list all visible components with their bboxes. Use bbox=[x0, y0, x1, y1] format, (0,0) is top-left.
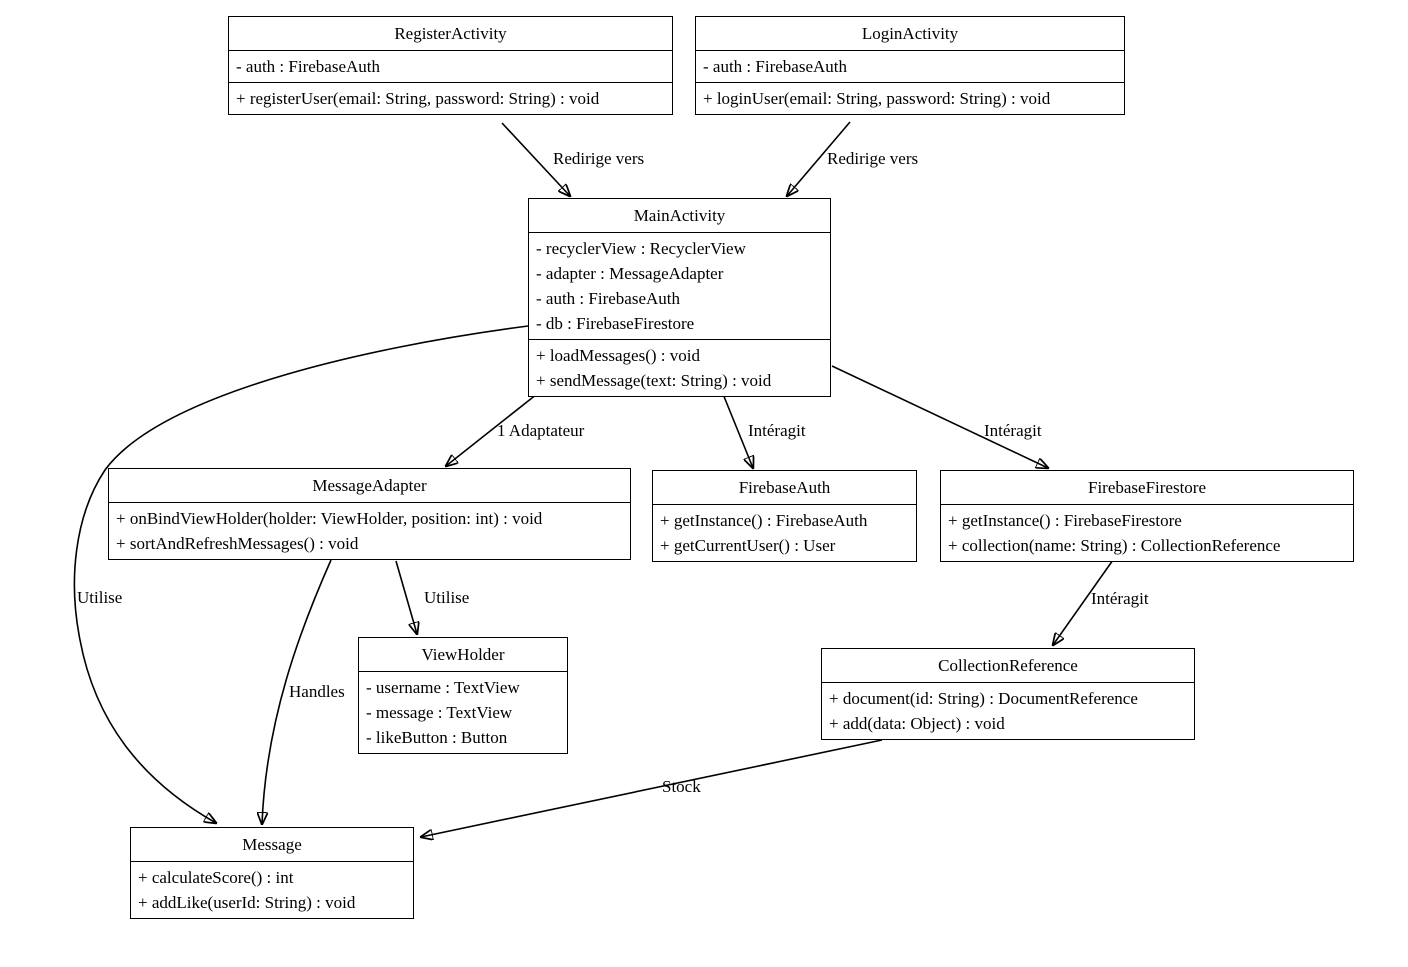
method-row: + document(id: String) : DocumentReference bbox=[829, 689, 1138, 708]
method-row: + addLike(userId: String) : void bbox=[138, 893, 356, 912]
method-row: + registerUser(email: String, password: String) : void bbox=[236, 89, 600, 108]
method-row: + calculateScore() : int bbox=[138, 868, 294, 887]
attribute-row: - auth : FirebaseAuth bbox=[536, 289, 680, 308]
class-title: Message bbox=[242, 835, 302, 854]
method-row: + loginUser(email: String, password: String) : void bbox=[703, 89, 1051, 108]
attributes-compartment bbox=[529, 232, 830, 339]
attribute-row: - auth : FirebaseAuth bbox=[236, 57, 380, 76]
method-row: + getCurrentUser() : User bbox=[660, 536, 836, 555]
methods-compartment bbox=[653, 504, 916, 561]
methods-compartment bbox=[229, 82, 672, 114]
class-loginactivity bbox=[695, 16, 1125, 115]
class-firebasefirestore bbox=[940, 470, 1354, 562]
edge-label-interagit-collection: Intéragit bbox=[1091, 589, 1149, 608]
class-title: LoginActivity bbox=[861, 24, 959, 43]
edge-label-adaptateur: 1 Adaptateur bbox=[497, 421, 585, 440]
methods-compartment bbox=[529, 339, 830, 396]
class-title: MainActivity bbox=[633, 206, 726, 225]
method-row: + loadMessages() : void bbox=[536, 346, 700, 365]
class-mainactivity bbox=[528, 198, 831, 397]
methods-compartment bbox=[109, 502, 630, 559]
attribute-row: - adapter : MessageAdapter bbox=[536, 264, 724, 283]
class-title: FirebaseFirestore bbox=[1087, 478, 1207, 497]
attribute-row: - recyclerView : RecyclerView bbox=[536, 239, 746, 258]
methods-compartment bbox=[696, 82, 1124, 114]
class-message bbox=[130, 827, 414, 919]
methods-compartment bbox=[941, 504, 1353, 561]
class-messageadapter bbox=[108, 468, 631, 560]
class-collectionreference bbox=[821, 648, 1195, 740]
class-registeractivity bbox=[228, 16, 673, 115]
attribute-row: - db : FirebaseFirestore bbox=[536, 314, 695, 333]
methods-compartment bbox=[131, 861, 413, 918]
edge-label-utilise-message: Utilise bbox=[77, 588, 123, 607]
class-firebaseauth bbox=[652, 470, 917, 562]
edge-label-redirige-vers-register: Redirige vers bbox=[553, 149, 645, 168]
class-title: CollectionReference bbox=[938, 656, 1078, 675]
method-row: + sendMessage(text: String) : void bbox=[536, 371, 772, 390]
edge-collectionreference-to-message bbox=[421, 740, 882, 837]
method-row: + sortAndRefreshMessages() : void bbox=[116, 534, 359, 553]
attribute-row: - likeButton : Button bbox=[366, 728, 508, 747]
method-row: + add(data: Object) : void bbox=[829, 714, 1005, 733]
edge-label-utilise-viewholder: Utilise bbox=[424, 588, 470, 607]
class-viewholder bbox=[358, 637, 568, 754]
methods-compartment bbox=[822, 682, 1194, 739]
edge-label-handles: Handles bbox=[289, 682, 345, 701]
attributes-compartment bbox=[696, 50, 1124, 82]
attribute-row: - auth : FirebaseAuth bbox=[703, 57, 847, 76]
attribute-row: - username : TextView bbox=[366, 678, 520, 697]
attribute-row: - message : TextView bbox=[366, 703, 513, 722]
edge-mainactivity-to-firebasefirestore bbox=[832, 366, 1048, 468]
method-row: + onBindViewHolder(holder: ViewHolder, position: int) : void bbox=[116, 509, 543, 528]
edge-label-redirige-vers-login: Redirige vers bbox=[827, 149, 919, 168]
edge-label-interagit-auth: Intéragit bbox=[748, 421, 806, 440]
class-title: RegisterActivity bbox=[394, 24, 507, 43]
edge-label-interagit-firestore: Intéragit bbox=[984, 421, 1042, 440]
edge-messageadapter-to-viewholder bbox=[396, 561, 417, 634]
method-row: + collection(name: String) : CollectionReference bbox=[948, 536, 1281, 555]
method-row: + getInstance() : FirebaseAuth bbox=[660, 511, 868, 530]
edge-label-stock: Stock bbox=[662, 777, 701, 796]
class-title: ViewHolder bbox=[421, 645, 505, 664]
attributes-compartment bbox=[229, 50, 672, 82]
attributes-compartment bbox=[359, 671, 567, 753]
class-title: MessageAdapter bbox=[312, 476, 427, 495]
method-row: + getInstance() : FirebaseFirestore bbox=[948, 511, 1182, 530]
class-title: FirebaseAuth bbox=[738, 478, 831, 497]
